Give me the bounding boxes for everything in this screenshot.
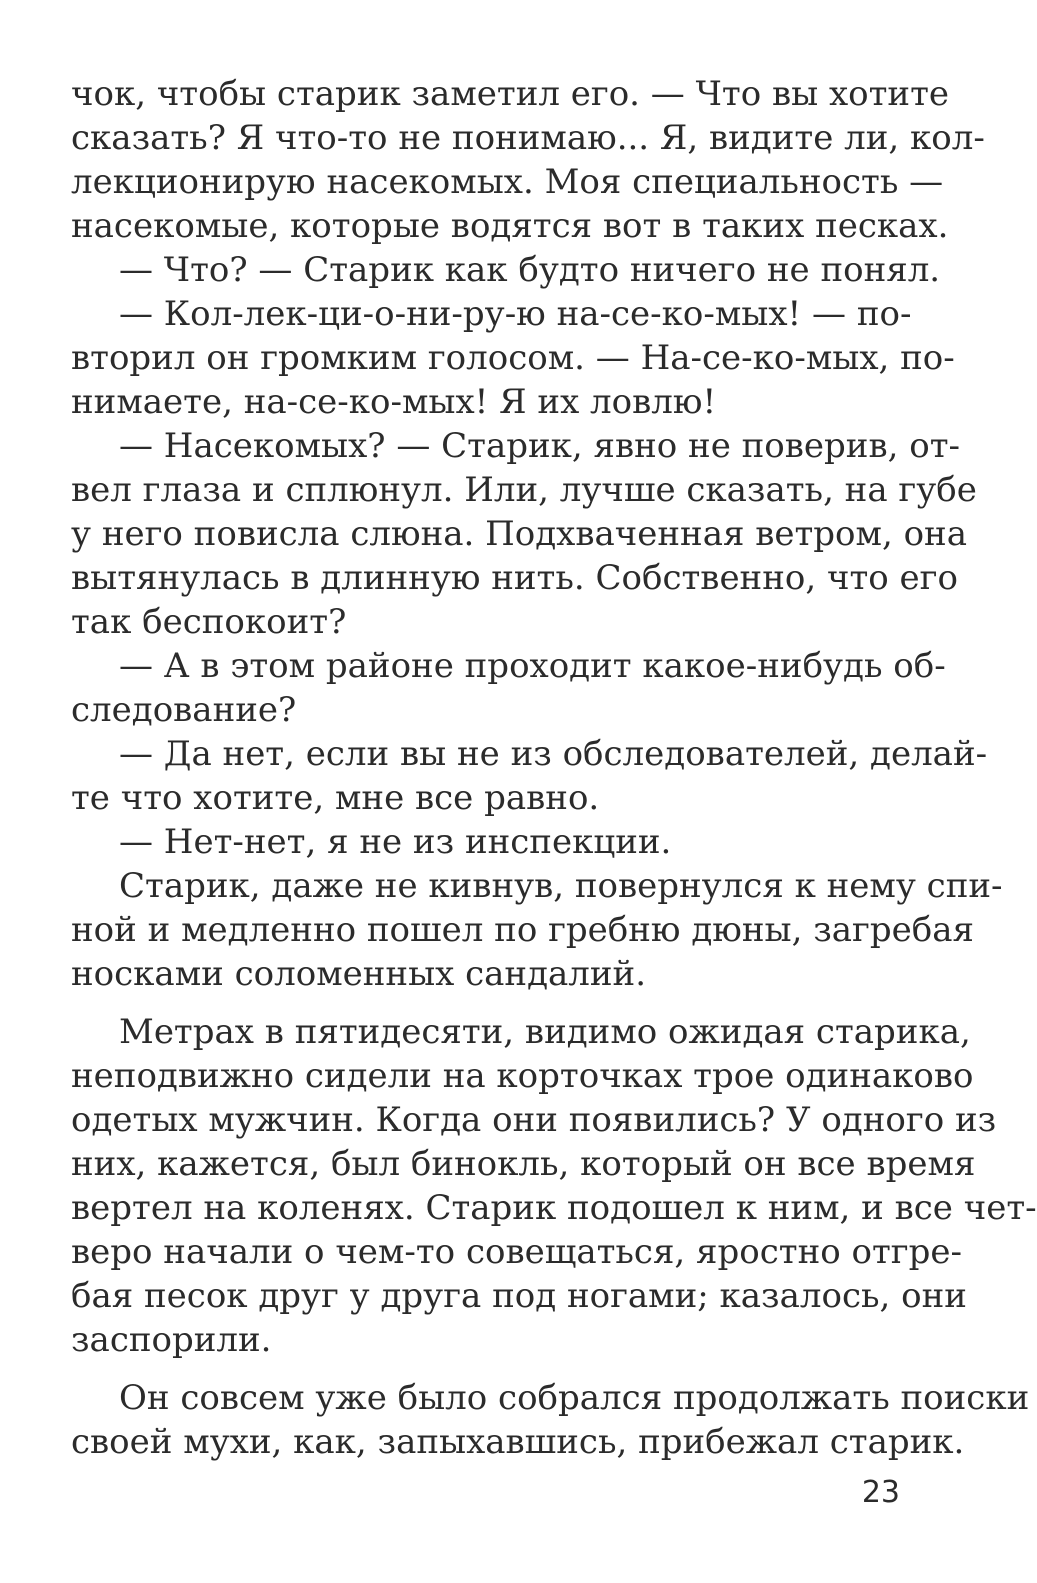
text-line: — Что? — Старик как будто ничего не понял.: [119, 250, 941, 290]
text-line: те что хотите, мне все равно.: [71, 778, 600, 818]
text-line: вел глаза и сплюнул. Или, лучше сказать, на губе: [71, 470, 977, 510]
text-line: неподвижно сидели на корточках трое одинаково: [71, 1056, 974, 1096]
page-number: 23: [861, 1475, 900, 1510]
text-line: — Нет-нет, я не из инспекции.: [119, 822, 672, 862]
paragraph-gap: [71, 1362, 900, 1376]
text-line: нимаете, на-се-ко-мых! Я их ловлю!: [71, 382, 717, 422]
text-line: Метрах в пятидесяти, видимо ожидая старика,: [119, 1012, 971, 1052]
text-line: своей мухи, как, запыхавшись, прибежал старик.: [71, 1422, 965, 1462]
text-line: следование?: [71, 690, 297, 730]
text-line: так беспокоит?: [71, 602, 347, 642]
text-line: них, кажется, был бинокль, который он все время: [71, 1144, 976, 1184]
text-line: — Насекомых? — Старик, явно не поверив, от-: [119, 426, 960, 466]
text-line: вытянулась в длинную нить. Собственно, что его: [71, 558, 958, 598]
text-line: ной и медленно пошел по гребню дюны, загребая: [71, 910, 974, 950]
text-line: Он совсем уже было собрался продолжать поиски: [119, 1378, 1030, 1418]
text-line: носками соломенных сандалий.: [71, 954, 647, 994]
text-line: насекомые, которые водятся вот в таких песках.: [71, 206, 949, 246]
text-line: одетых мужчин. Когда они появились? У одного из: [71, 1100, 997, 1140]
text-line: — Кол-лек-ци-о-ни-ру-ю на-се-ко-мых! — по-: [119, 294, 912, 334]
text-line: Старик, даже не кивнув, повернулся к нему спи-: [119, 866, 1003, 906]
text-line: лекционирую насекомых. Моя специальность —: [71, 162, 944, 202]
text-line: — А в этом районе проходит какое-нибудь об-: [119, 646, 946, 686]
text-line: — Да нет, если вы не из обследователей, делай-: [119, 734, 988, 774]
text-line: чок, чтобы старик заметил его. — Что вы хотите: [71, 74, 950, 114]
text-line: вторил он громким голосом. — На-се-ко-мых, по-: [71, 338, 955, 378]
text-line: бая песок друг у друга под ногами; казалось, они: [71, 1276, 967, 1316]
text-line: веро начали о чем-то совещаться, яростно отгре-: [71, 1232, 962, 1272]
page-text: [71, 72, 1037, 1464]
text-line: вертел на коленях. Старик подошел к ним, и все чет-: [71, 1188, 1037, 1228]
text-line: заспорили.: [71, 1320, 272, 1360]
paragraph-gap: [71, 996, 900, 1010]
text-line: сказать? Я что-то не понимаю... Я, видите ли, кол-: [71, 118, 985, 158]
text-line: у него повисла слюна. Подхваченная ветром, она: [71, 514, 967, 554]
